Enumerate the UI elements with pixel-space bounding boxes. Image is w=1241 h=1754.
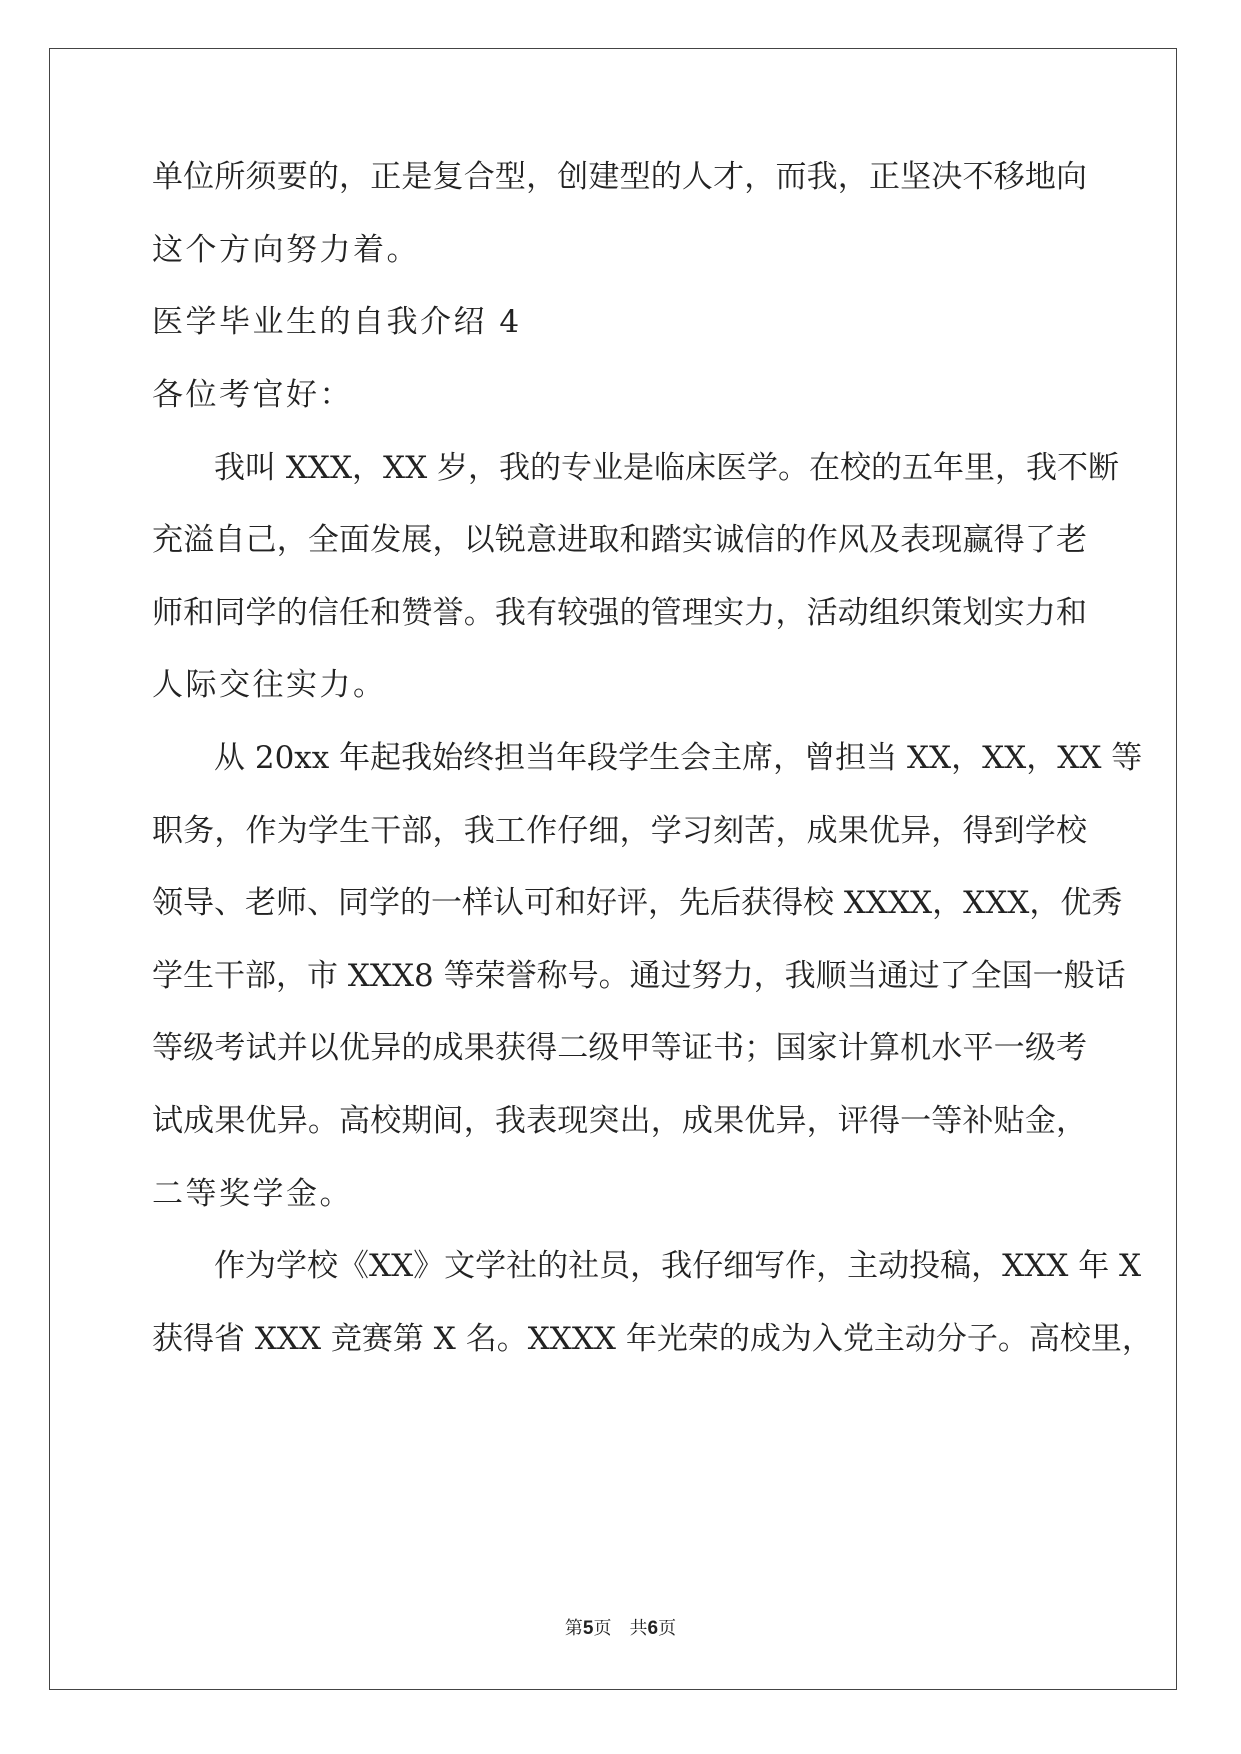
page-footer bbox=[0, 1614, 1241, 1640]
paragraph-line: 二等奖学金。 bbox=[152, 1176, 353, 1212]
paragraph-line: 单位所须要的，正是复合型，创建型的人才，而我，正坚决不移地向 bbox=[152, 159, 1087, 195]
paragraph-line: 学生干部，市 XXX8 等荣誉称号。通过努力，我顺当通过了全国一般话 bbox=[152, 958, 1126, 994]
footer-prefix: 第 bbox=[564, 1618, 583, 1639]
paragraph-line: 试成果优异。高校期间，我表现突出，成果优异，评得一等补贴金， bbox=[152, 1103, 1087, 1139]
paragraph-line: 充溢自己，全面发展，以锐意进取和踏实诚信的作风及表现赢得了老 bbox=[152, 522, 1087, 558]
footer-mid: 页 共 bbox=[593, 1618, 648, 1639]
footer-suffix: 页 bbox=[658, 1618, 677, 1639]
paragraph-line: 领导、老师、同学的一样认可和好评，先后获得校 XXXX，XXX，优秀 bbox=[152, 885, 1123, 921]
paragraph-line: 等级考试并以优异的成果获得二级甲等证书；国家计算机水平一级考 bbox=[152, 1030, 1087, 1066]
paragraph-line: 职务，作为学生干部，我工作仔细，学习刻苦，成果优异，得到学校 bbox=[152, 813, 1087, 849]
paragraph-line: 从 20xx 年起我始终担当年段学生会主席，曾担当 XX，XX，XX 等 bbox=[214, 740, 1143, 776]
paragraph-line: 我叫 XXX，XX 岁，我的专业是临床医学。在校的五年里，我不断 bbox=[214, 450, 1120, 486]
paragraph-line: 人际交往实力。 bbox=[152, 667, 387, 703]
paragraph-line: 这个方向努力着。 bbox=[152, 232, 420, 268]
salutation: 各位考官好： bbox=[152, 377, 353, 413]
page-border bbox=[49, 48, 1177, 1690]
total-page-number: 6 bbox=[647, 1618, 659, 1639]
paragraph-line: 获得省 XXX 竞赛第 X 名。XXXX 年光荣的成为入党主动分子。高校里， bbox=[152, 1321, 1153, 1357]
current-page-number: 5 bbox=[582, 1618, 594, 1639]
paragraph-line: 作为学校《XX》文学社的社员，我仔细写作，主动投稿，XXX 年 X bbox=[214, 1248, 1142, 1284]
section-heading: 医学毕业生的自我介绍 4 bbox=[152, 304, 522, 340]
paragraph-line: 师和同学的信任和赞誉。我有较强的管理实力，活动组织策划实力和 bbox=[152, 595, 1087, 631]
